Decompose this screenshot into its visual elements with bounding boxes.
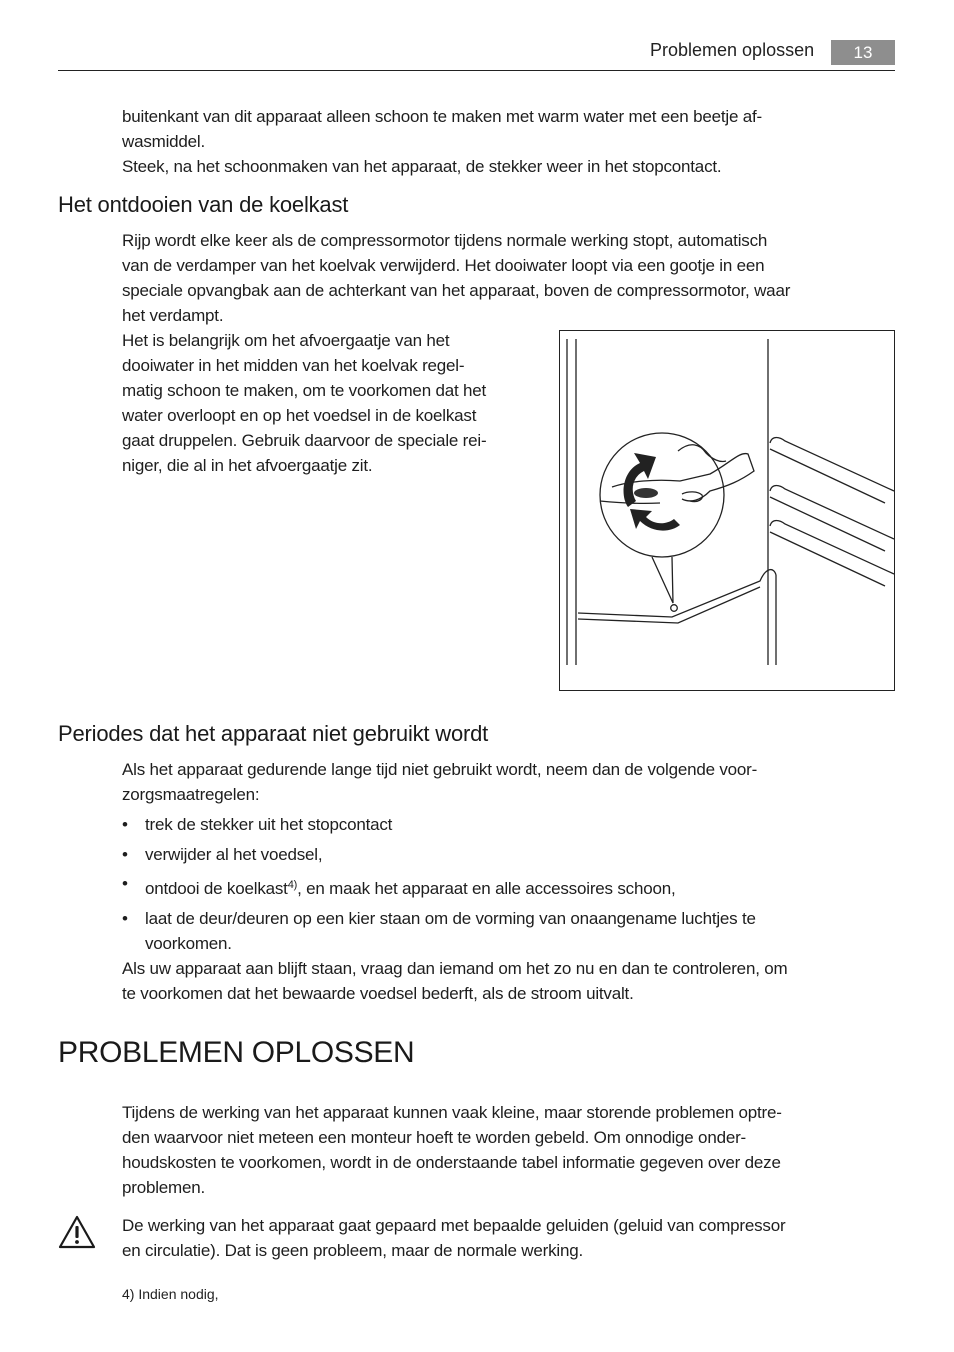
header-rule — [58, 70, 895, 71]
warning-icon — [57, 1214, 97, 1250]
defrost-para2-line-2: dooiwater in het midden van het koelvak regel- — [122, 356, 465, 375]
defrost-para2-line-5: gaat druppelen. Gebruik daarvoor de speciale rei- — [122, 431, 487, 450]
periods-outro-line-2: te voorkomen dat het bewaarde voedsel bederft, als de stroom uitvalt. — [122, 984, 634, 1003]
defrost-para1-line-1: Rijp wordt elke keer als de compressormotor tijdens normale werking stopt, automatisch — [122, 231, 768, 250]
illustration-drawing — [560, 331, 894, 690]
bullet-text: ontdooi de koelkast — [145, 879, 288, 898]
defrost-para1-line-3: speciale opvangbak aan de achterkant van het apparaat, boven de compressormotor, waar — [122, 281, 791, 300]
bullet-dot: • — [122, 909, 128, 928]
bullet-dot: • — [122, 815, 128, 834]
defrost-para2-line-3: matig schoon te maken, om te voorkomen dat het — [122, 381, 487, 400]
footnote: 4) Indien nodig, — [122, 1286, 219, 1302]
page-number-badge: 13 — [831, 40, 895, 65]
warning-line-2: en circulatie). Dat is geen probleem, maar de normale werking. — [122, 1241, 583, 1260]
periods-intro-line-2: zorgsmaatregelen: — [122, 785, 260, 804]
bullet-dot: • — [122, 845, 128, 864]
bullet-text: trek de stekker uit het stopcontact — [145, 815, 393, 834]
bullet-text-group — [145, 876, 676, 901]
heading-problems: PROBLEMEN OPLOSSEN — [58, 1036, 415, 1069]
intro-line-2: wasmiddel. — [122, 132, 206, 151]
bullet-text: verwijder al het voedsel, — [145, 845, 323, 864]
drain-cleaning-illustration — [559, 330, 895, 691]
warning-line-1: De werking van het apparaat gaat gepaard met bepaalde geluiden (geluid van compressor — [122, 1216, 786, 1235]
problems-para-line-4: problemen. — [122, 1178, 206, 1197]
problems-para-line-3: houdskosten te voorkomen, wordt in de onderstaande tabel informatie gegeven over deze — [122, 1153, 781, 1172]
periods-intro-line-1: Als het apparaat gedurende lange tijd niet gebruikt wordt, neem dan de volgende voor- — [122, 760, 758, 779]
defrost-para2-line-4: water overloopt en op het voedsel in de koelkast — [122, 406, 477, 425]
heading-periods: Periodes dat het apparaat niet gebruikt wordt — [58, 721, 489, 746]
heading-defrost: Het ontdooien van de koelkast — [58, 192, 349, 217]
bullet-text-rest: , en maak het apparaat en alle accessoires schoon, — [297, 879, 676, 898]
problems-para-line-1: Tijdens de werking van het apparaat kunnen vaak kleine, maar storende problemen optre- — [122, 1103, 782, 1122]
defrost-para1-line-4: het verdampt. — [122, 306, 224, 325]
defrost-para2-line-6: niger, die al in het afvoergaatje zit. — [122, 456, 373, 475]
defrost-para1-line-2: van de verdamper van het koelvak verwijderd. Het dooiwater loopt via een gootje in een — [122, 256, 765, 275]
footnote-ref: 4) — [287, 879, 298, 891]
bullet-item-4-continuation: voorkomen. — [145, 934, 232, 953]
bullet-text: laat de deur/deuren op een kier staan om de vorming van onaangename luchtjes te — [145, 909, 756, 928]
problems-para-line-2: den waarvoor niet meteen een monteur hoeft te worden gebeld. Om onnodige onder- — [122, 1128, 746, 1147]
defrost-para2-line-1: Het is belangrijk om het afvoergaatje van het — [122, 331, 450, 350]
intro-line-3: Steek, na het schoonmaken van het apparaat, de stekker weer in het stopcontact. — [122, 157, 722, 176]
intro-line-1: buitenkant van dit apparaat alleen schoon te maken met warm water met een beetje af- — [122, 107, 762, 126]
periods-outro-line-1: Als uw apparaat aan blijft staan, vraag dan iemand om het zo nu en dan te controleren, om — [122, 959, 788, 978]
running-header-title: Problemen oplossen — [650, 40, 815, 60]
bullet-dot: • — [122, 874, 128, 893]
